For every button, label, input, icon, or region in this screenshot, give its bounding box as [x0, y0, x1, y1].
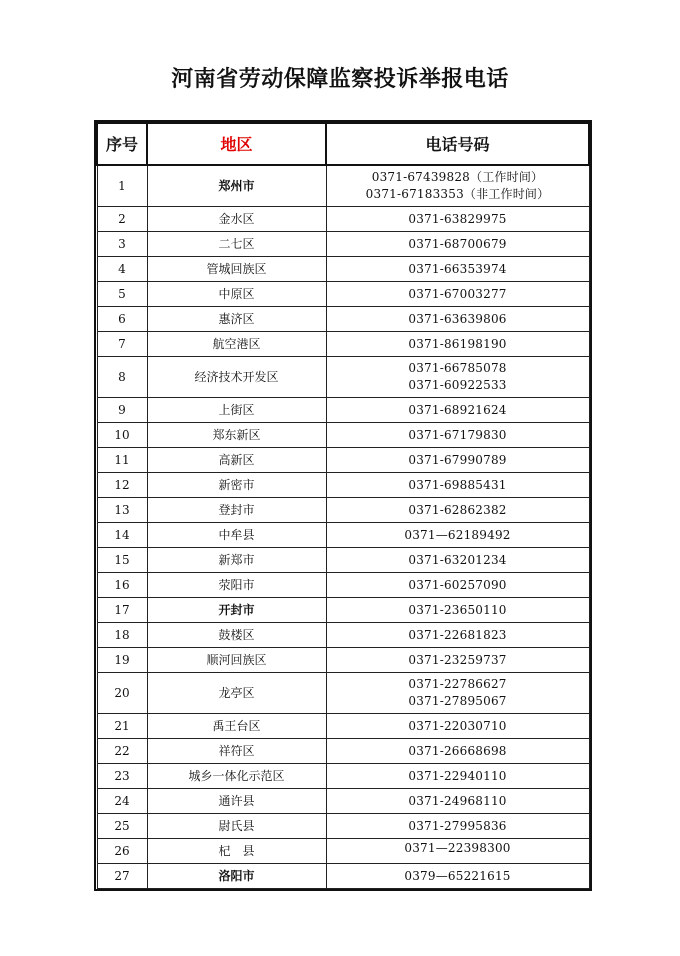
- row-index: 27: [97, 864, 147, 889]
- row-phone: [326, 398, 589, 423]
- phone-number: 0371-23650110: [408, 602, 507, 617]
- row-region: 管城回族区: [147, 257, 326, 282]
- phone-number: 0371-60257090: [408, 577, 507, 592]
- row-region: 金水区: [147, 207, 326, 232]
- row-phone: [326, 864, 589, 889]
- table-row: [97, 257, 589, 282]
- table-row: [97, 764, 589, 789]
- row-region: 城乡一体化示范区: [147, 764, 326, 789]
- row-region: 新郑市: [147, 548, 326, 573]
- row-phone: [326, 598, 589, 623]
- row-phone: [326, 623, 589, 648]
- phone-number: 0371-66353974: [408, 261, 507, 276]
- row-index: 5: [97, 282, 147, 307]
- row-index: 10: [97, 423, 147, 448]
- row-region: 禹王台区: [147, 714, 326, 739]
- table-row: [97, 573, 589, 598]
- phone-number: 0371-63201234: [408, 552, 507, 567]
- phone-number: 0371-67003277: [408, 286, 507, 301]
- row-region: 新密市: [147, 473, 326, 498]
- phone-number: 0379—65221615: [404, 868, 511, 883]
- phone-number: 0371-63639806: [408, 311, 507, 326]
- table-row: [97, 739, 589, 764]
- row-phone: [326, 423, 589, 448]
- header-region: 地区: [147, 123, 326, 165]
- row-phone: [326, 573, 589, 598]
- row-phone: [326, 232, 589, 257]
- row-region: 通许县: [147, 789, 326, 814]
- phone-number: 0371-22030710: [408, 718, 507, 733]
- row-phone: [326, 448, 589, 473]
- row-region: 祥符区: [147, 739, 326, 764]
- table-row: [97, 207, 589, 232]
- page-title: 河南省劳动保障监察投诉举报电话: [171, 67, 509, 92]
- row-index: 24: [97, 789, 147, 814]
- row-phone: [326, 307, 589, 332]
- table-row: [97, 673, 589, 714]
- row-index: 17: [97, 598, 147, 623]
- row-phone: [326, 839, 589, 864]
- row-phone: [326, 764, 589, 789]
- row-region: 开封市: [147, 598, 326, 623]
- phone-number: 0371-67179830: [408, 427, 507, 442]
- row-phone: [326, 523, 589, 548]
- row-region: 龙亭区: [147, 673, 326, 714]
- row-index: 9: [97, 398, 147, 423]
- row-region: 经济技术开发区: [147, 357, 326, 398]
- phone-number: 0371-60922533: [408, 378, 507, 392]
- table-row: [97, 398, 589, 423]
- row-region: 郑东新区: [147, 423, 326, 448]
- table-row: [97, 165, 589, 207]
- row-phone: [326, 814, 589, 839]
- table-row: [97, 623, 589, 648]
- row-phone: [326, 498, 589, 523]
- row-region: 顺河回族区: [147, 648, 326, 673]
- table-row: [97, 648, 589, 673]
- table-row: [97, 789, 589, 814]
- table-row: [97, 448, 589, 473]
- row-phone: [326, 332, 589, 357]
- row-index: 4: [97, 257, 147, 282]
- row-index: 18: [97, 623, 147, 648]
- row-phone: [326, 739, 589, 764]
- row-index: 20: [97, 673, 147, 714]
- phone-number: 0371—22398300: [404, 841, 511, 855]
- phone-number: 0371-86198190: [408, 336, 507, 351]
- row-phone: [326, 473, 589, 498]
- phone-number: 0371-27995836: [408, 818, 507, 833]
- table-row: [97, 282, 589, 307]
- row-index: 2: [97, 207, 147, 232]
- phone-number: 0371-22681823: [408, 627, 507, 642]
- row-index: 8: [97, 357, 147, 398]
- row-phone: [326, 357, 589, 398]
- table-row: [97, 232, 589, 257]
- row-region: 中牟县: [147, 523, 326, 548]
- row-index: 7: [97, 332, 147, 357]
- row-region: 中原区: [147, 282, 326, 307]
- phone-number: 0371-68700679: [408, 236, 507, 251]
- phone-number: 0371-63829975: [408, 211, 507, 226]
- phone-number: 0371-26668698: [408, 743, 507, 758]
- table-row: [97, 423, 589, 448]
- phone-number: 0371-23259737: [408, 652, 507, 667]
- table-row: [97, 839, 589, 864]
- table-row: [97, 332, 589, 357]
- table-row: [97, 307, 589, 332]
- row-index: 15: [97, 548, 147, 573]
- row-region: 高新区: [147, 448, 326, 473]
- table-row: [97, 523, 589, 548]
- row-index: 1: [97, 165, 147, 207]
- row-region: 杞 县: [147, 839, 326, 864]
- row-region: 航空港区: [147, 332, 326, 357]
- row-index: 26: [97, 839, 147, 864]
- table-row: [97, 814, 589, 839]
- row-phone: [326, 548, 589, 573]
- row-region: 洛阳市: [147, 864, 326, 889]
- table-row: [97, 714, 589, 739]
- phone-number: 0371-69885431: [408, 477, 507, 492]
- phone-number: 0371-67183353（非工作时间）: [365, 187, 550, 201]
- phone-number: 0371-22940110: [408, 768, 507, 783]
- row-region: 登封市: [147, 498, 326, 523]
- row-phone: [326, 714, 589, 739]
- row-index: 21: [97, 714, 147, 739]
- phone-number: 0371—62189492: [404, 527, 511, 542]
- row-index: 25: [97, 814, 147, 839]
- table-row: [97, 548, 589, 573]
- row-region: 郑州市: [147, 165, 326, 207]
- row-region: 二七区: [147, 232, 326, 257]
- row-index: 23: [97, 764, 147, 789]
- header-index: 序号: [97, 123, 147, 165]
- row-phone: [326, 648, 589, 673]
- row-phone: [326, 207, 589, 232]
- header-phone: 电话号码: [326, 123, 589, 165]
- row-index: 14: [97, 523, 147, 548]
- row-region: 尉氏县: [147, 814, 326, 839]
- row-index: 13: [97, 498, 147, 523]
- row-index: 22: [97, 739, 147, 764]
- row-index: 19: [97, 648, 147, 673]
- row-region: 荥阳市: [147, 573, 326, 598]
- row-index: 12: [97, 473, 147, 498]
- row-index: 3: [97, 232, 147, 257]
- phone-number: 0371-67439828（工作时间）: [371, 170, 544, 184]
- table-row: [97, 498, 589, 523]
- complaint-phone-table: [96, 122, 590, 889]
- phone-number: 0371-22786627: [408, 677, 507, 691]
- table-row: [97, 598, 589, 623]
- row-index: 6: [97, 307, 147, 332]
- row-phone: [326, 789, 589, 814]
- row-index: 16: [97, 573, 147, 598]
- phone-number: 0371-62862382: [408, 502, 507, 517]
- phone-number: 0371-67990789: [408, 452, 507, 467]
- table-header-row: [97, 123, 589, 165]
- table-row: [97, 473, 589, 498]
- table-row: [97, 864, 589, 889]
- row-phone: [326, 282, 589, 307]
- table-row: [97, 357, 589, 398]
- row-phone: [326, 165, 589, 207]
- phone-number: 0371-27895067: [408, 694, 507, 708]
- row-region: 鼓楼区: [147, 623, 326, 648]
- row-phone: [326, 673, 589, 714]
- phone-number: 0371-24968110: [408, 793, 507, 808]
- row-region: 上街区: [147, 398, 326, 423]
- row-phone: [326, 257, 589, 282]
- phone-number: 0371-66785078: [408, 361, 507, 375]
- row-index: 11: [97, 448, 147, 473]
- phone-number: 0371-68921624: [408, 402, 507, 417]
- row-region: 惠济区: [147, 307, 326, 332]
